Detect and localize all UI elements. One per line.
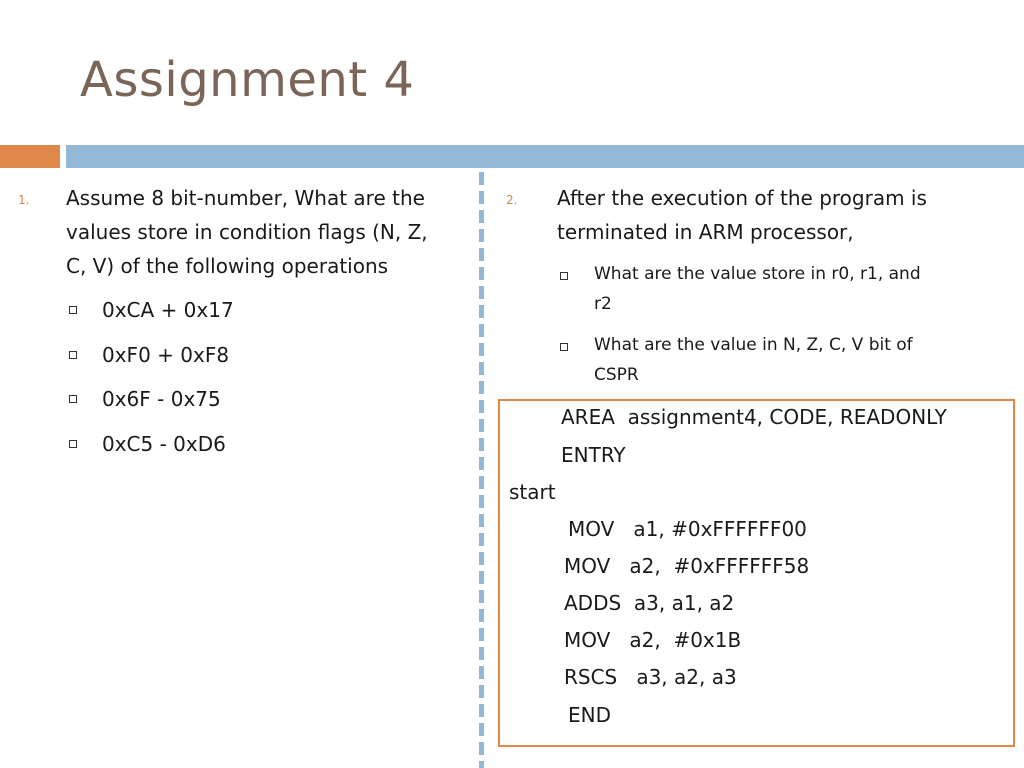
code-line-start: start	[509, 480, 556, 504]
sub-item-1-line-2: r2	[594, 294, 612, 314]
code-line-entry: ENTRY	[561, 443, 626, 467]
column-divider	[479, 172, 484, 768]
question-2-line-1: After the execution of the program is	[557, 186, 927, 210]
square-bullet-icon	[560, 343, 568, 351]
question-1-line-2: values store in condition flags (N, Z,	[66, 220, 428, 244]
square-bullet-icon	[69, 440, 77, 448]
question-1-line-1: Assume 8 bit-number, What are the	[66, 186, 425, 210]
square-bullet-icon	[69, 395, 77, 403]
operation-1: 0xCA + 0x17	[102, 298, 234, 322]
header-accent-bar-blue	[66, 145, 1024, 168]
square-bullet-icon	[560, 272, 568, 280]
code-line-mov-3: MOV a2, #0x1B	[564, 628, 742, 652]
code-line-mov-1: MOV a1, #0xFFFFFF00	[568, 517, 807, 541]
sub-item-1-line-1: What are the value store in r0, r1, and	[594, 264, 921, 284]
square-bullet-icon	[69, 306, 77, 314]
code-line-mov-2: MOV a2, #0xFFFFFF58	[564, 554, 810, 578]
question-2-line-2: terminated in ARM processor,	[557, 220, 854, 244]
code-line-end: END	[568, 703, 611, 727]
operation-4: 0xC5 - 0xD6	[102, 432, 226, 456]
code-line-adds: ADDS a3, a1, a2	[564, 591, 735, 615]
code-line-area: AREA assignment4, CODE, READONLY	[561, 405, 947, 429]
square-bullet-icon	[69, 351, 77, 359]
code-line-rscs: RSCS a3, a2, a3	[564, 665, 737, 689]
header-accent-bar-orange	[0, 145, 60, 168]
list-number-1: 1.	[18, 193, 30, 207]
question-1-line-3: C, V) of the following operations	[66, 254, 389, 278]
slide-title: Assignment 4	[80, 52, 415, 108]
sub-item-2-line-1: What are the value in N, Z, C, V bit of	[594, 335, 913, 355]
sub-item-2-line-2: CSPR	[594, 365, 639, 385]
operation-2: 0xF0 + 0xF8	[102, 343, 230, 367]
list-number-2: 2.	[506, 193, 518, 207]
operation-3: 0x6F - 0x75	[102, 387, 221, 411]
